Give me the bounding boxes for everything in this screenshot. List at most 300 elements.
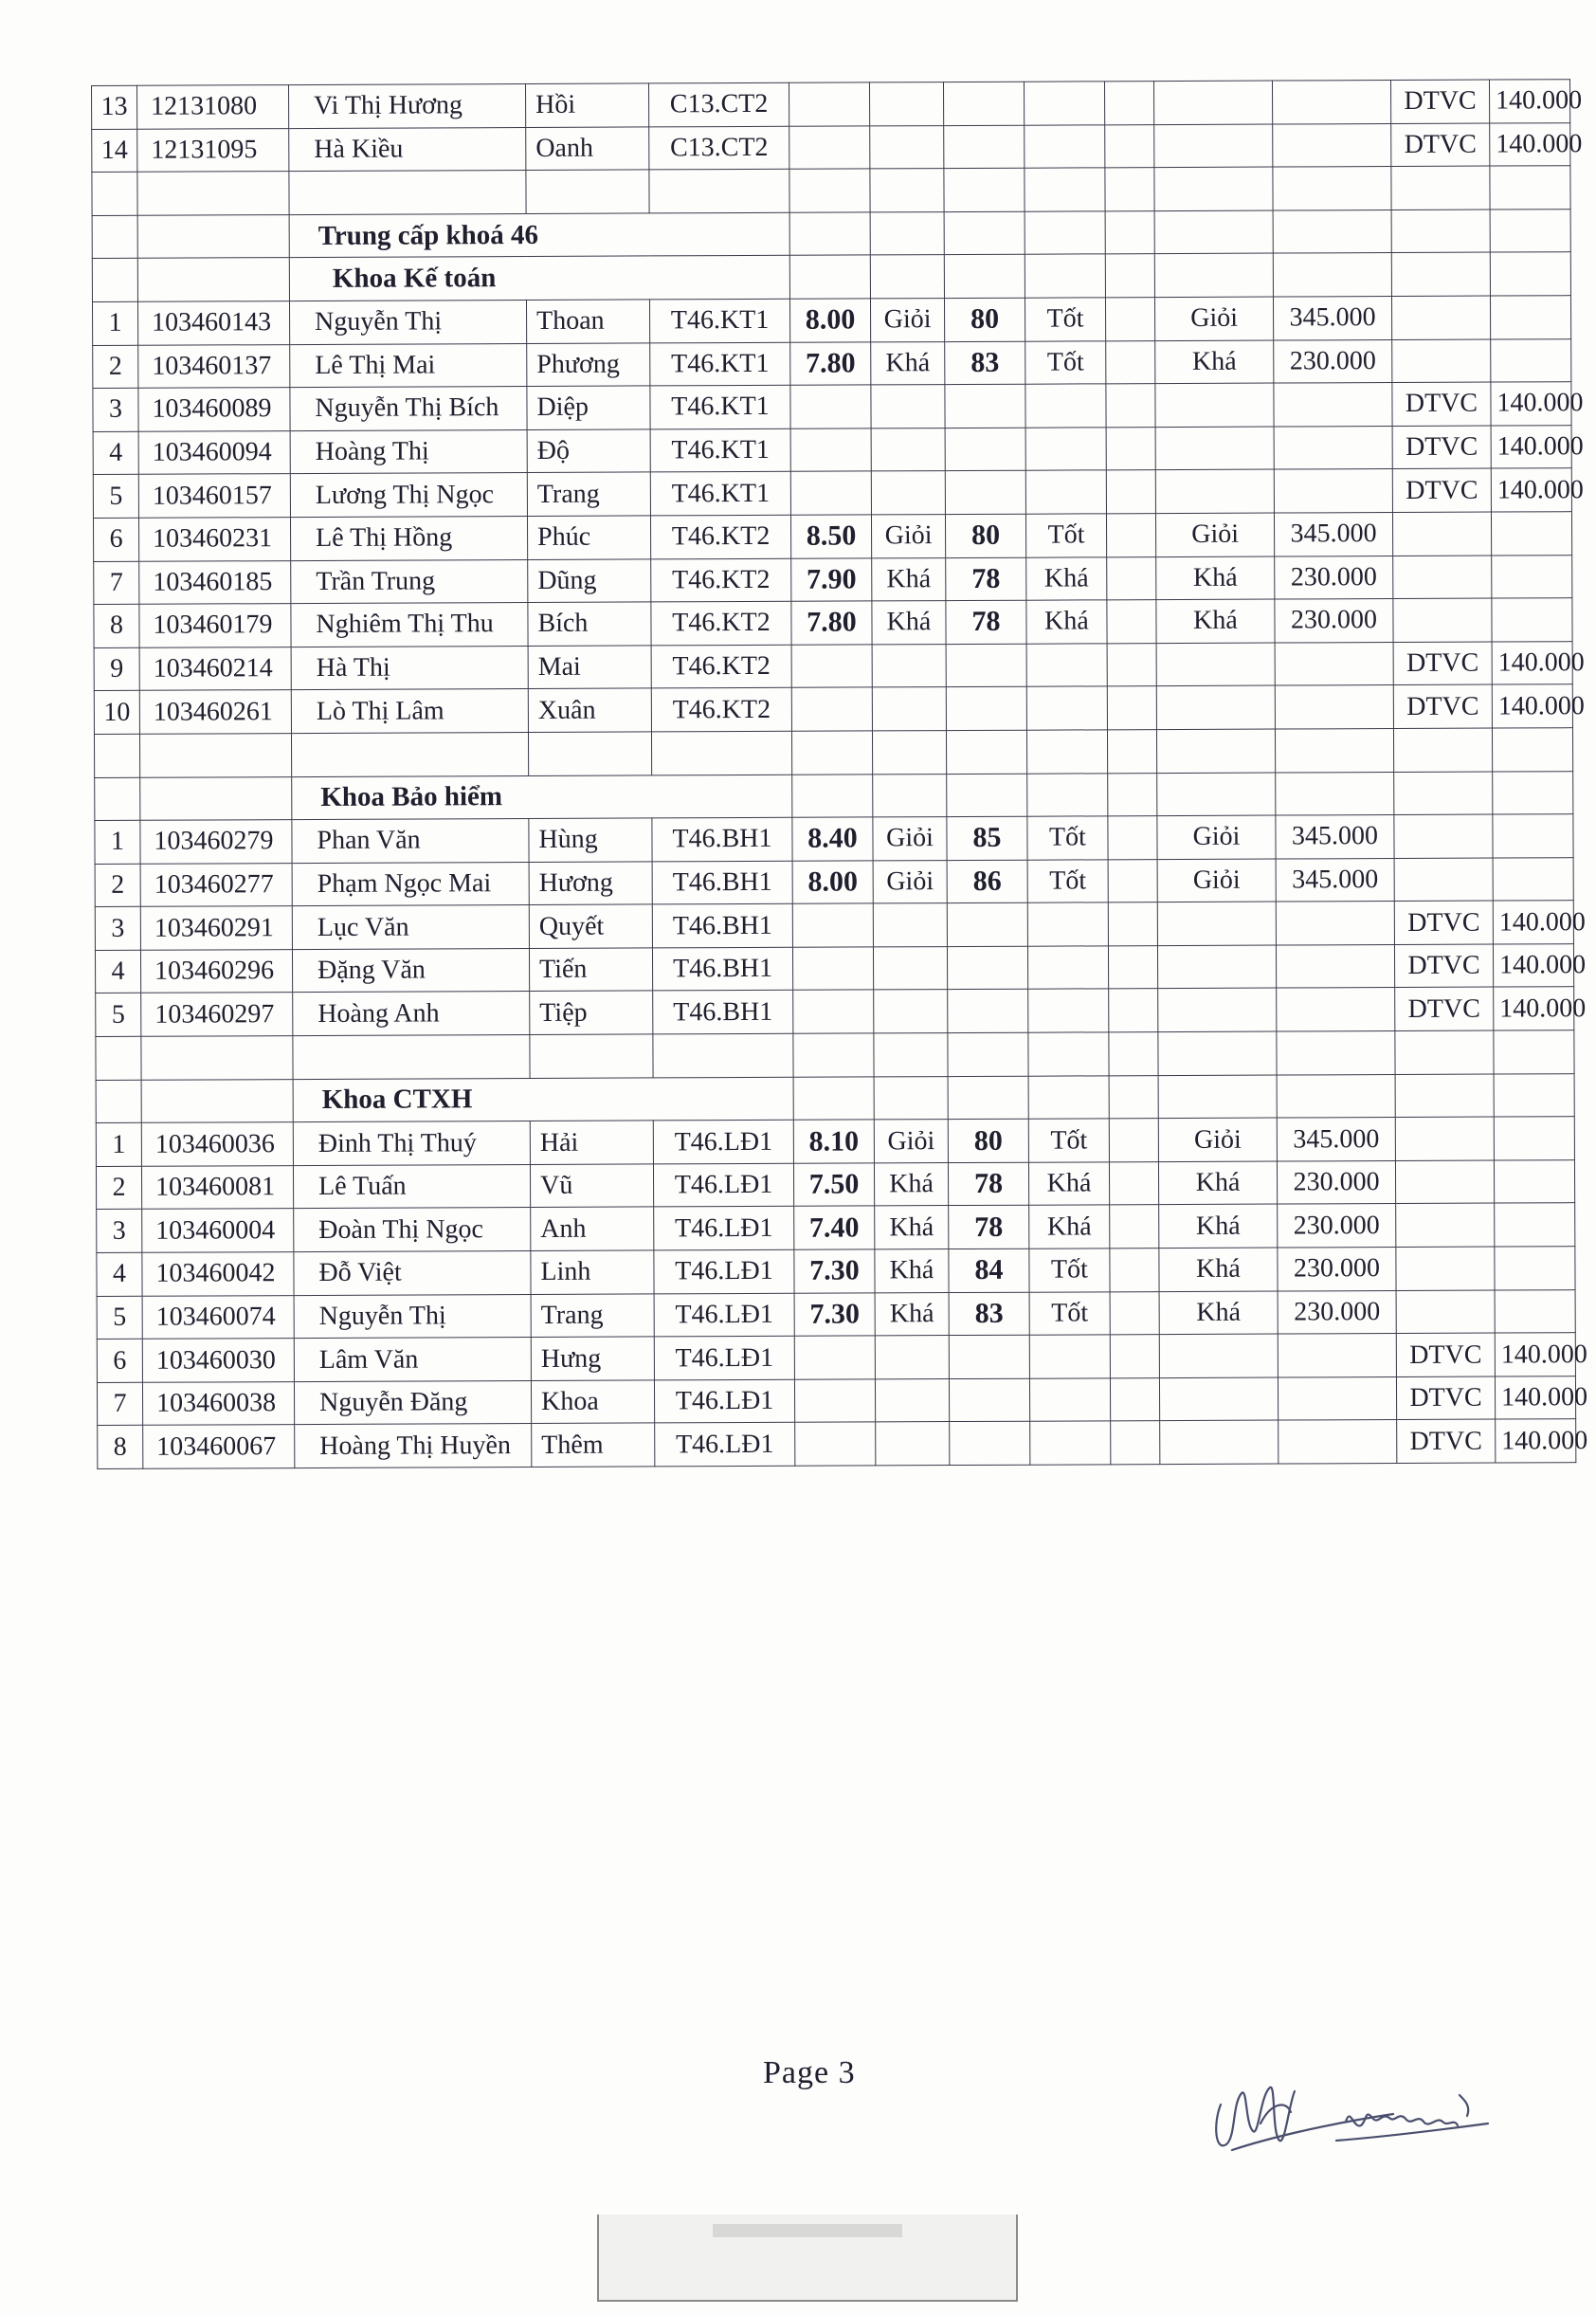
table-row (96, 987, 1574, 1036)
given-name (526, 170, 649, 213)
student-id: 103460067 (143, 1425, 295, 1468)
empty-cell (1395, 1074, 1494, 1118)
empty-cell (1028, 1075, 1109, 1119)
beneficiary-type: DTVC (1396, 1376, 1495, 1420)
given-name: Quyết (529, 904, 652, 948)
allowance-amount (1493, 857, 1573, 901)
row-number: 2 (93, 345, 138, 389)
score: 7.30 (794, 1249, 875, 1293)
given-name: Phúc (527, 516, 650, 559)
score (790, 471, 871, 515)
class-code: T46.KT2 (651, 558, 791, 602)
scholarship-amount (1278, 1376, 1396, 1420)
student-id: 103460277 (140, 863, 292, 906)
allowance-amount: 140.000 (1495, 1376, 1575, 1419)
conduct-rank (1026, 730, 1107, 774)
conduct-rank: Tốt (1029, 1291, 1110, 1335)
empty-cell (1104, 82, 1153, 125)
overall-rank (1155, 383, 1274, 427)
empty-cell (1109, 989, 1158, 1032)
score: 8.40 (792, 817, 873, 861)
conduct-score: 85 (947, 816, 1027, 860)
beneficiary-type (1391, 296, 1490, 339)
score (792, 903, 873, 947)
family-name (293, 1035, 530, 1080)
given-name: Trang (531, 1294, 654, 1338)
class-code: T46.KT1 (649, 299, 789, 342)
scholarship-amount (1276, 902, 1394, 945)
given-name: Anh (531, 1207, 654, 1250)
scholarship-amount: 230.000 (1278, 1290, 1396, 1334)
overall-rank: Khá (1156, 556, 1275, 600)
table-row (92, 122, 1570, 172)
table-row (94, 641, 1572, 690)
empty-cell (792, 774, 873, 817)
scholarship-amount (1275, 728, 1393, 772)
student-id (137, 258, 289, 301)
score: 7.30 (794, 1293, 875, 1337)
score (789, 126, 870, 170)
table-row (94, 684, 1572, 734)
conduct-rank: Khá (1026, 556, 1107, 600)
family-name: Đỗ Việt (294, 1251, 531, 1296)
beneficiary-type: DTVC (1392, 382, 1491, 426)
scholarship-amount (1273, 167, 1391, 210)
row-number: 5 (96, 993, 141, 1037)
empty-cell (789, 255, 870, 299)
empty-cell (1107, 643, 1156, 686)
empty-cell (1108, 945, 1157, 989)
empty-cell (1108, 773, 1157, 816)
overall-rank (1160, 1420, 1279, 1464)
conduct-rank (1024, 82, 1104, 125)
academic-rank: Khá (871, 341, 945, 385)
academic-rank: Giỏi (873, 860, 947, 903)
given-name: Độ (527, 429, 650, 473)
score: 7.80 (790, 341, 871, 385)
conduct-score (949, 1335, 1029, 1378)
allowance-amount: 140.000 (1489, 80, 1569, 123)
family-name: Trần Trung (291, 559, 528, 604)
allowance-amount: 140.000 (1495, 1333, 1575, 1376)
table-row (96, 1160, 1574, 1210)
beneficiary-type (1392, 512, 1491, 556)
family-name (289, 171, 526, 215)
family-name: Lê Thị Hồng (290, 516, 527, 560)
class-code: C13.CT2 (649, 126, 789, 170)
allowance-amount (1491, 512, 1571, 556)
empty-cell (1158, 1075, 1277, 1119)
scholarship-amount: 230.000 (1275, 599, 1393, 643)
academic-rank: Khá (875, 1292, 949, 1336)
allowance-amount: 140.000 (1492, 684, 1572, 728)
score: 7.80 (791, 601, 872, 645)
row-number: 2 (95, 864, 140, 907)
conduct-score: 78 (948, 1162, 1028, 1206)
family-name: Phạm Ngọc Mai (292, 862, 529, 906)
academic-rank (872, 644, 946, 687)
family-name: Hoàng Thị (290, 429, 527, 474)
section-heading: Trung cấp khoá 46 (289, 212, 789, 258)
class-code: T46.KT2 (651, 601, 791, 645)
row-number: 6 (97, 1339, 142, 1382)
scholarship-amount (1274, 426, 1392, 469)
allowance-amount: 140.000 (1493, 901, 1573, 944)
row-number: 3 (97, 1210, 142, 1253)
section-heading: Khoa Bảo hiểm (292, 775, 792, 820)
beneficiary-type (1396, 1203, 1495, 1247)
row-number: 8 (98, 1426, 143, 1469)
conduct-score (949, 1378, 1029, 1422)
conduct-score (946, 687, 1026, 731)
family-name: Đoàn Thị Ngọc (294, 1208, 531, 1252)
student-id: 103460214 (139, 647, 291, 690)
empty-cell (1110, 1291, 1159, 1335)
empty-cell (944, 255, 1025, 299)
conduct-rank (1025, 384, 1106, 428)
overall-rank: Giỏi (1158, 1118, 1277, 1161)
blank-row (92, 166, 1570, 215)
empty-cell (1110, 1249, 1159, 1292)
empty-cell (1273, 210, 1391, 253)
overall-rank (1154, 124, 1273, 168)
row-number: 6 (93, 518, 138, 561)
beneficiary-type: DTVC (1396, 1333, 1495, 1376)
given-name: Khoa (531, 1380, 654, 1424)
overall-rank (1155, 427, 1274, 470)
scholarship-amount (1276, 944, 1394, 988)
class-code: T46.LĐ1 (654, 1249, 794, 1293)
table-row (93, 338, 1571, 388)
row-number: 3 (95, 907, 140, 951)
academic-rank (871, 428, 945, 471)
class-code: T46.LĐ1 (654, 1336, 794, 1379)
overall-rank (1158, 989, 1277, 1032)
academic-rank: Giỏi (873, 817, 947, 861)
given-name: Hải (530, 1121, 653, 1164)
allowance-amount (1494, 1117, 1574, 1160)
given-name: Phương (527, 342, 650, 386)
student-id (140, 776, 292, 820)
scholarship-amount: 230.000 (1274, 339, 1392, 383)
row-number: 7 (94, 561, 139, 605)
class-code: T46.BH1 (652, 817, 792, 861)
conduct-rank: Khá (1028, 1162, 1109, 1206)
scholarship-amount: 345.000 (1276, 815, 1394, 859)
academic-rank: Khá (874, 1162, 948, 1206)
given-name: Dũng (528, 558, 651, 602)
score (792, 947, 873, 991)
family-name: Lê Thị Mai (290, 343, 527, 388)
empty-cell (1107, 600, 1156, 644)
conduct-rank: Tốt (1027, 860, 1108, 903)
family-name: Vi Thị Hương (289, 83, 526, 128)
table-row (95, 814, 1573, 864)
scholarship-amount (1277, 988, 1395, 1031)
empty-cell (1154, 210, 1273, 254)
signature (1204, 2038, 1526, 2171)
conduct-rank (1025, 124, 1105, 168)
class-code: T46.KT2 (650, 515, 790, 558)
table-row (93, 512, 1571, 561)
conduct-score: 86 (947, 860, 1027, 903)
table-row (95, 901, 1573, 950)
overall-rank (1159, 1377, 1278, 1421)
family-name: Nguyễn Thị Bích (290, 387, 527, 431)
score (794, 1336, 875, 1379)
table-row (97, 1333, 1575, 1382)
empty-cell (1107, 686, 1156, 730)
academic-rank (871, 471, 945, 515)
given-name: Trang (527, 472, 650, 516)
student-id: 103460261 (139, 690, 291, 734)
class-code: T46.KT2 (651, 688, 791, 732)
conduct-score (944, 125, 1025, 169)
scholarship-amount: 345.000 (1277, 1118, 1395, 1161)
class-code: T46.KT1 (650, 385, 790, 428)
conduct-score: 78 (949, 1206, 1029, 1249)
conduct-rank: Tốt (1029, 1249, 1110, 1292)
family-name: Hà Kiều (289, 127, 526, 172)
conduct-score: 80 (948, 1119, 1028, 1162)
class-code: T46.LĐ1 (653, 1121, 793, 1164)
table-row (93, 468, 1571, 518)
academic-rank (873, 946, 947, 990)
score (791, 731, 872, 775)
empty-cell (793, 1077, 874, 1121)
given-name: Hùng (529, 818, 652, 862)
academic-rank (873, 903, 947, 947)
conduct-rank (1028, 989, 1109, 1032)
class-code: T46.BH1 (653, 991, 793, 1034)
overall-rank: Giỏi (1157, 859, 1276, 902)
empty-cell (1109, 1032, 1158, 1076)
student-id: 12131080 (137, 85, 289, 129)
empty-cell (1157, 773, 1276, 816)
section-heading: Khoa Kế toán (289, 256, 789, 301)
empty-cell (1391, 210, 1490, 253)
allowance-amount (1495, 1203, 1575, 1247)
row-number (92, 172, 137, 215)
student-id: 103460094 (138, 430, 290, 474)
class-code: T46.KT1 (650, 342, 790, 386)
student-id: 103460185 (139, 560, 291, 604)
conduct-score: 84 (949, 1249, 1029, 1292)
given-name: Tiệp (530, 991, 653, 1034)
score (793, 1033, 874, 1077)
beneficiary-type (1393, 556, 1492, 599)
score (789, 82, 869, 126)
student-id (139, 733, 291, 776)
conduct-score (946, 644, 1026, 687)
family-name: Lê Tuấn (293, 1164, 530, 1209)
scholarship-amount: 230.000 (1275, 556, 1393, 599)
given-name: Thêm (532, 1423, 655, 1467)
given-name: Linh (531, 1250, 654, 1294)
empty-cell (944, 211, 1025, 255)
overall-rank: Khá (1159, 1248, 1278, 1291)
allowance-amount: 140.000 (1490, 122, 1570, 166)
conduct-score (947, 946, 1027, 990)
given-name: Bích (528, 602, 651, 646)
overall-rank (1157, 902, 1276, 945)
conduct-rank (1025, 470, 1106, 514)
row-number (96, 1080, 141, 1123)
allowance-amount (1492, 728, 1572, 772)
scholarship-amount: 345.000 (1276, 858, 1394, 902)
table-row (98, 1419, 1576, 1468)
row-number: 1 (96, 1123, 141, 1167)
student-id: 103460179 (139, 604, 291, 647)
conduct-rank (1029, 1335, 1110, 1378)
overall-rank (1157, 945, 1276, 989)
empty-cell (1494, 1073, 1574, 1117)
empty-cell (1490, 252, 1570, 296)
table-row (96, 1117, 1574, 1166)
beneficiary-type: DTVC (1390, 80, 1489, 123)
empty-cell (1108, 902, 1157, 946)
table-row (97, 1203, 1575, 1252)
score (791, 687, 872, 731)
overall-rank (1156, 643, 1275, 686)
given-name: Xuân (528, 688, 651, 732)
empty-cell (1107, 730, 1156, 774)
conduct-rank: Khá (1026, 600, 1107, 644)
conduct-rank: Tốt (1025, 514, 1106, 557)
student-id: 103460074 (142, 1295, 294, 1339)
overall-rank: Khá (1159, 1291, 1278, 1335)
conduct-score: 83 (949, 1292, 1029, 1336)
score: 8.00 (789, 299, 870, 342)
student-id: 103460036 (141, 1122, 293, 1166)
overall-rank (1158, 1031, 1277, 1075)
family-name: Hoàng Thị Huyền (295, 1424, 532, 1468)
beneficiary-type: DTVC (1392, 468, 1491, 512)
conduct-score (948, 990, 1028, 1033)
academic-rank (876, 1422, 950, 1466)
class-code: T46.KT1 (650, 472, 790, 516)
student-id: 103460143 (137, 301, 289, 345)
allowance-amount: 140.000 (1494, 987, 1574, 1030)
beneficiary-type (1391, 166, 1490, 210)
empty-cell (1490, 209, 1570, 252)
score: 8.00 (792, 861, 873, 904)
overall-rank (1155, 469, 1274, 513)
conduct-rank (1025, 168, 1105, 211)
family-name (291, 732, 528, 776)
allowance-amount (1492, 555, 1572, 598)
family-name: Nguyễn Đăng (294, 1380, 531, 1425)
conduct-score (946, 730, 1026, 774)
family-name: Phan Văn (292, 819, 529, 864)
student-id: 103460042 (142, 1252, 294, 1296)
row-number (96, 1036, 141, 1080)
empty-cell (1276, 772, 1394, 815)
row-number: 1 (95, 820, 140, 864)
beneficiary-type (1396, 1247, 1495, 1290)
overall-rank: Giỏi (1155, 513, 1274, 556)
beneficiary-type (1395, 1160, 1494, 1204)
conduct-rank: Tốt (1025, 298, 1105, 341)
row-number: 7 (97, 1382, 142, 1426)
class-code: T46.LĐ1 (654, 1293, 794, 1337)
student-id: 103460296 (140, 949, 292, 993)
allowance-amount (1494, 1030, 1574, 1074)
academic-rank: Khá (872, 601, 946, 645)
section-heading: Khoa CTXH (293, 1077, 793, 1122)
empty-cell (1391, 252, 1490, 296)
student-id: 103460231 (138, 518, 290, 561)
conduct-rank (1026, 644, 1107, 687)
scholarship-amount: 230.000 (1278, 1204, 1396, 1248)
row-number: 5 (97, 1296, 142, 1340)
conduct-score: 78 (946, 557, 1026, 601)
student-id: 103460297 (141, 993, 293, 1036)
empty-cell (1108, 859, 1157, 902)
conduct-rank (1027, 946, 1108, 990)
score: 8.10 (793, 1120, 874, 1163)
score (794, 1379, 875, 1423)
empty-cell (1105, 210, 1154, 254)
beneficiary-type: DTVC (1394, 944, 1493, 988)
scholarship-amount (1277, 1031, 1395, 1075)
conduct-rank: Tốt (1027, 816, 1108, 860)
allowance-amount (1495, 1289, 1575, 1333)
section-heading-row (96, 1073, 1574, 1122)
beneficiary-type: DTVC (1394, 901, 1493, 944)
beneficiary-type (1396, 1290, 1495, 1334)
overall-rank (1153, 81, 1272, 124)
beneficiary-type (1392, 339, 1491, 383)
scholarship-amount (1272, 81, 1390, 124)
conduct-score (945, 428, 1025, 471)
given-name: Hưng (531, 1337, 654, 1380)
beneficiary-type (1395, 1030, 1494, 1074)
overall-rank: Khá (1155, 340, 1274, 384)
allowance-amount: 140.000 (1493, 944, 1573, 988)
empty-cell (1110, 1205, 1159, 1249)
empty-cell (1154, 253, 1273, 297)
score: 7.90 (791, 557, 872, 601)
empty-cell (1107, 556, 1156, 600)
academic-rank (874, 1033, 948, 1077)
allowance-amount (1490, 166, 1570, 210)
student-id: 103460089 (138, 388, 290, 431)
student-id (137, 214, 289, 258)
row-number: 1 (92, 301, 137, 345)
empty-cell (1106, 427, 1155, 470)
overall-rank: Giỏi (1154, 297, 1273, 340)
conduct-score (943, 82, 1024, 125)
family-name: Lương Thị Ngọc (290, 473, 527, 518)
row-number: 8 (94, 604, 139, 647)
table-row (97, 1376, 1575, 1425)
conduct-score (945, 471, 1025, 515)
student-id: 103460279 (140, 820, 292, 864)
table-row (97, 1247, 1575, 1296)
row-number: 4 (97, 1252, 142, 1296)
student-id: 103460004 (142, 1209, 294, 1252)
academic-rank: Khá (872, 557, 946, 601)
beneficiary-type (1394, 858, 1493, 902)
row-number: 13 (92, 85, 137, 129)
given-name: Thoan (526, 300, 649, 343)
family-name: Nguyễn Thị (289, 300, 526, 344)
row-number (92, 215, 137, 259)
family-name: Nguyễn Thị (294, 1294, 531, 1339)
conduct-score (948, 1032, 1028, 1076)
family-name: Đinh Thị Thuý (293, 1121, 530, 1166)
